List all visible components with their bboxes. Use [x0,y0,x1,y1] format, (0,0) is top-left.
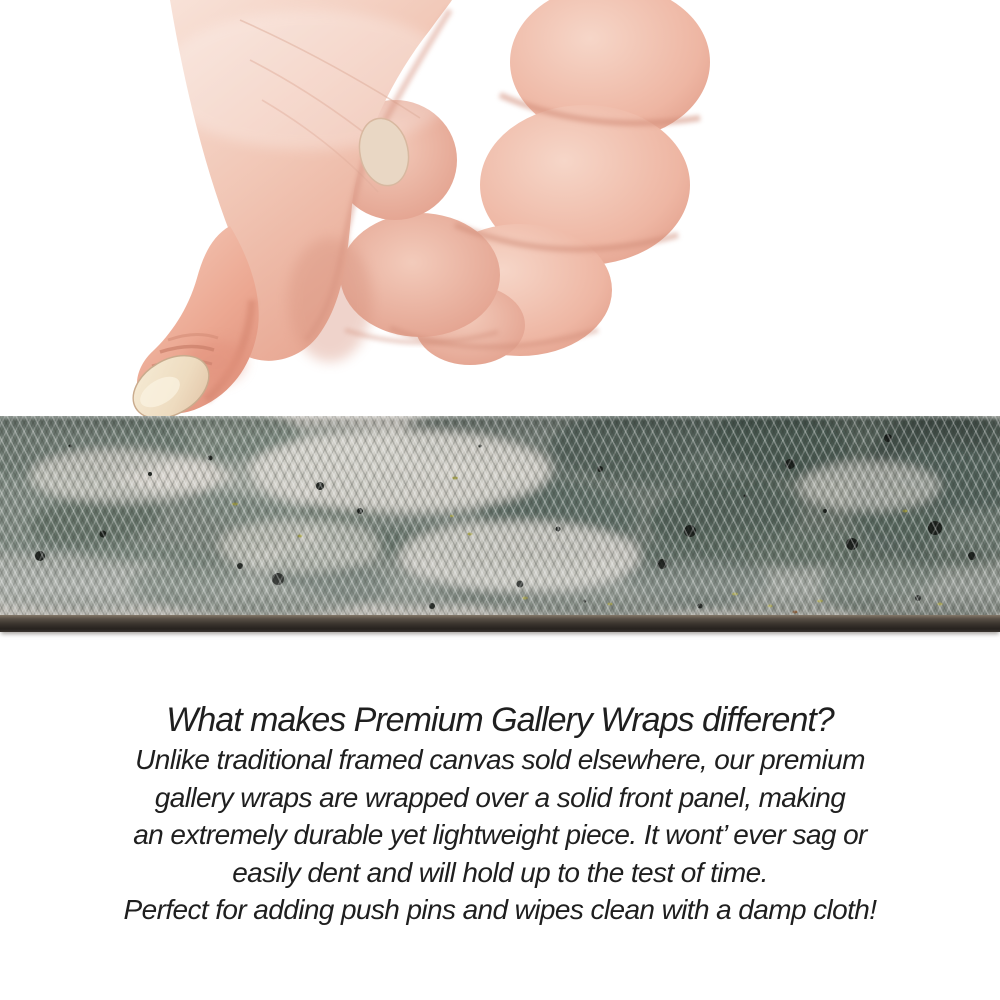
info-text [0,699,1000,929]
info-line: an extremely durable yet lightweight piece. It wont’ ever sag or [133,819,867,850]
info-line: easily dent and will hold up to the test of time. [232,856,768,888]
info-line: Perfect for adding push pins and wipes clean with a damp cloth! [123,894,877,925]
info-heading: What makes Premium Gallery Wraps different? [166,701,834,739]
info-line: gallery wraps are wrapped over a solid front panel, making [154,781,846,813]
canvas-panel-edge [0,615,1000,632]
canvas-front-texture [0,416,1000,615]
hand-illustration [0,0,1000,420]
info-line: Unlike traditional framed canvas sold elsewhere, our premium [135,744,865,775]
canvas-sheen-overlay [0,416,1000,615]
hand-photo [0,0,1000,420]
canvas-edge-photo [0,416,1000,638]
